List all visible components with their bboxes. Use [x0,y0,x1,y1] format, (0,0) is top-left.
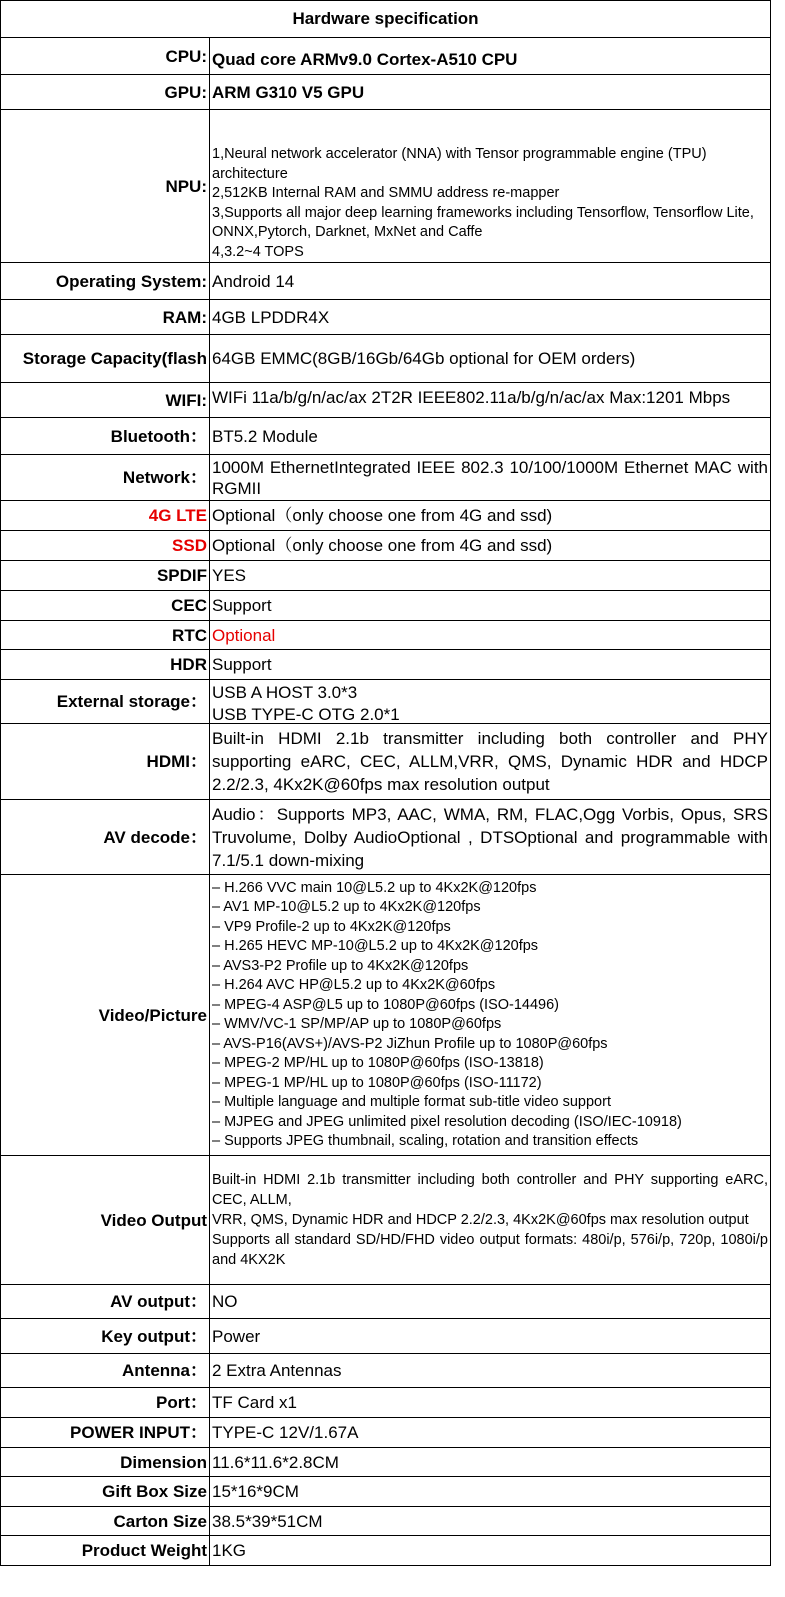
os-value: Android 14 [210,263,771,300]
cpu-label: CPU: [1,38,210,75]
row-bluetooth [1,418,771,455]
power-label: POWER INPUT： [1,1418,210,1448]
hdr-label: HDR [1,650,210,680]
storage-value: 64GB EMMC(8GB/16Gb/64Gb optional for OEM orders) [210,335,771,383]
video-line-6: – H.264 AVC HP@L5.2 up to 4Kx2K@60fps [212,977,496,993]
antenna-value: 2 Extra Antennas [210,1354,771,1388]
video-line-5: – AVS3-P2 Profile up to 4Kx2K@120fps [212,957,469,974]
row-external-storage [1,680,771,724]
av-decode-value: Audio：Supports MP3, AAC, WMA, RM, FLAC,Ogg Vorbis, Opus, SRS Truvolume, Dolby AudioOptional , DTSOptional and programmable with 7.1/5.1 down-mixing [210,800,771,875]
row-av-decode [1,800,771,875]
video-line-8: – WMV/VC-1 SP/MP/AP up to 1080P@60fps [212,1016,502,1032]
row-power-input [1,1418,771,1448]
row-antenna [1,1354,771,1388]
npu-line-1: 1,Neural network accelerator (NNA) with Tensor programmable engine (TPU) architecture [212,146,707,182]
row-weight [1,1536,771,1566]
antenna-label: Antenna： [1,1354,210,1388]
carton-label: Carton Size [1,1507,210,1536]
spdif-label: SPDIF [1,561,210,591]
row-port [1,1388,771,1418]
row-ssd [1,531,771,561]
wifi-value-text: WIFi 11a/b/g/n/ac/ax 2T2R IEEE802.11a/b/g/n/ac/ax Max:1201 Mbps [212,388,731,407]
key-output-value: Power [210,1319,771,1354]
row-ram [1,300,771,335]
ext-storage-line-1: USB A HOST 3.0*3 [212,683,358,702]
port-label: Port： [1,1388,210,1418]
row-4g-lte [1,501,771,531]
network-label: Network： [1,455,210,501]
video-output-para-1: Built-in HDMI 2.1b transmitter including both controller and PHY supporting eARC, CEC, ALLM, [212,1172,768,1208]
cec-label: CEC [1,591,210,621]
row-network [1,455,771,501]
ext-storage-label: External storage： [1,680,210,724]
dimension-label: Dimension [1,1448,210,1477]
row-hdr [1,650,771,680]
wifi-value [210,383,771,418]
row-npu [1,110,771,263]
hdmi-label: HDMI： [1,724,210,800]
spdif-value: YES [210,561,771,591]
video-line-4: – H.265 HEVC MP-10@L5.2 up to 4Kx2K@120fps [212,938,539,954]
power-value: TYPE-C 12V/1.67A [210,1418,771,1448]
os-label: Operating System: [1,263,210,300]
gift-box-value: 15*16*9CM [210,1477,771,1507]
row-key-output [1,1319,771,1354]
video-line-7: – MPEG-4 ASP@L5 up to 1080P@60fps (ISO-14496) [212,996,560,1013]
row-spdif [1,561,771,591]
video-line-9: – AVS-P16(AVS+)/AVS-P2 JiZhun Profile up to 1080P@60fps [212,1035,608,1052]
npu-line-4: 4,3.2~4 TOPS [212,243,304,260]
video-output-value [210,1156,771,1285]
row-dimension [1,1448,771,1477]
av-output-value: NO [210,1285,771,1319]
storage-label: Storage Capacity(flash [1,335,210,383]
video-line-14: – Supports JPEG thumbnail, scaling, rotation and transition effects [212,1133,639,1149]
row-carton [1,1507,771,1536]
row-av-output [1,1285,771,1319]
npu-label: NPU: [1,110,210,263]
npu-line-2: 2,512KB Internal RAM and SMMU address re-mapper [212,185,560,201]
ram-value: 4GB LPDDR4X [210,300,771,335]
row-gpu [1,75,771,110]
dimension-value: 11.6*11.6*2.8CM [210,1448,771,1477]
row-video-output [1,1156,771,1285]
ssd-label: SSD [1,531,210,561]
gpu-value: ARM G310 V5 GPU [210,75,771,110]
rtc-label: RTC [1,621,210,650]
row-hdmi [1,724,771,800]
row-os [1,263,771,300]
video-value [210,875,771,1156]
carton-value: 38.5*39*51CM [210,1507,771,1536]
row-storage [1,335,771,383]
lte-value: Optional（only choose one from 4G and ssd) [210,501,771,531]
gpu-label: GPU: [1,75,210,110]
rtc-value: Optional [210,621,771,650]
av-output-label: AV output： [1,1285,210,1319]
hdr-value: Support [210,650,771,680]
network-value: 1000M EthernetIntegrated IEEE 802.3 10/100/1000M Ethernet MAC with RGMII [210,455,771,501]
npu-line-3: 3,Supports all major deep learning frameworks including Tensorflow, Tensorflow Lite, ONNX,Pytorch, Darknet, MxNet and Caffe [212,204,754,240]
row-cpu [1,38,771,75]
key-output-label: Key output： [1,1319,210,1354]
port-value: TF Card x1 [210,1388,771,1418]
video-output-para-2: VRR, QMS, Dynamic HDR and HDCP 2.2/2.3, 4Kx2K@60fps max resolution output [212,1212,749,1228]
video-output-para-3: Supports all standard SD/HD/FHD video output formats: 480i/p, 576i/p, 720p, 1080i/p and 4KX2K [212,1232,768,1268]
video-line-10: – MPEG-2 MP/HL up to 1080P@60fps (ISO-13818) [212,1055,544,1071]
video-output-label: Video Output [1,1156,210,1285]
ram-label: RAM: [1,300,210,335]
cec-value: Support [210,591,771,621]
cpu-value: Quad core ARMv9.0 Cortex-A510 CPU [210,38,771,75]
video-label: Video/Picture [1,875,210,1156]
row-gift-box [1,1477,771,1507]
bluetooth-value: BT5.2 Module [210,418,771,455]
ext-storage-line-2: USB TYPE-C OTG 2.0*1 [212,705,400,721]
video-line-1: – H.266 VVC main 10@L5.2 up to 4Kx2K@120fps [212,879,537,896]
table-title: Hardware specification [1,1,771,38]
npu-value [210,110,771,263]
row-video-picture [1,875,771,1156]
wifi-label: WIFI: [1,383,210,418]
row-cec [1,591,771,621]
weight-value: 1KG [210,1536,771,1566]
video-line-2: – AV1 MP-10@L5.2 up to 4Kx2K@120fps [212,899,481,915]
row-rtc [1,621,771,650]
row-wifi [1,383,771,418]
bluetooth-label: Bluetooth： [1,418,210,455]
av-decode-label: AV decode： [1,800,210,875]
lte-label: 4G LTE [1,501,210,531]
video-line-12: – Multiple language and multiple format sub-title video support [212,1094,611,1110]
video-line-13: – MJPEG and JPEG unlimited pixel resolution decoding (ISO/IEC-10918) [212,1113,682,1130]
ext-storage-value [210,680,771,724]
table-title-row [1,1,771,38]
weight-label: Product Weight [1,1536,210,1566]
ssd-value: Optional（only choose one from 4G and ssd) [210,531,771,561]
gift-box-label: Gift Box Size [1,1477,210,1507]
video-line-11: – MPEG-1 MP/HL up to 1080P@60fps (ISO-11172) [212,1074,542,1091]
video-line-3: – VP9 Profile-2 up to 4Kx2K@120fps [212,918,451,935]
hdmi-value: Built-in HDMI 2.1b transmitter including both controller and PHY supporting eARC, CEC, ALLM,VRR, QMS, Dynamic HDR and HDCP 2.2/2.3, 4Kx2K@60fps max resolution output [210,724,771,800]
